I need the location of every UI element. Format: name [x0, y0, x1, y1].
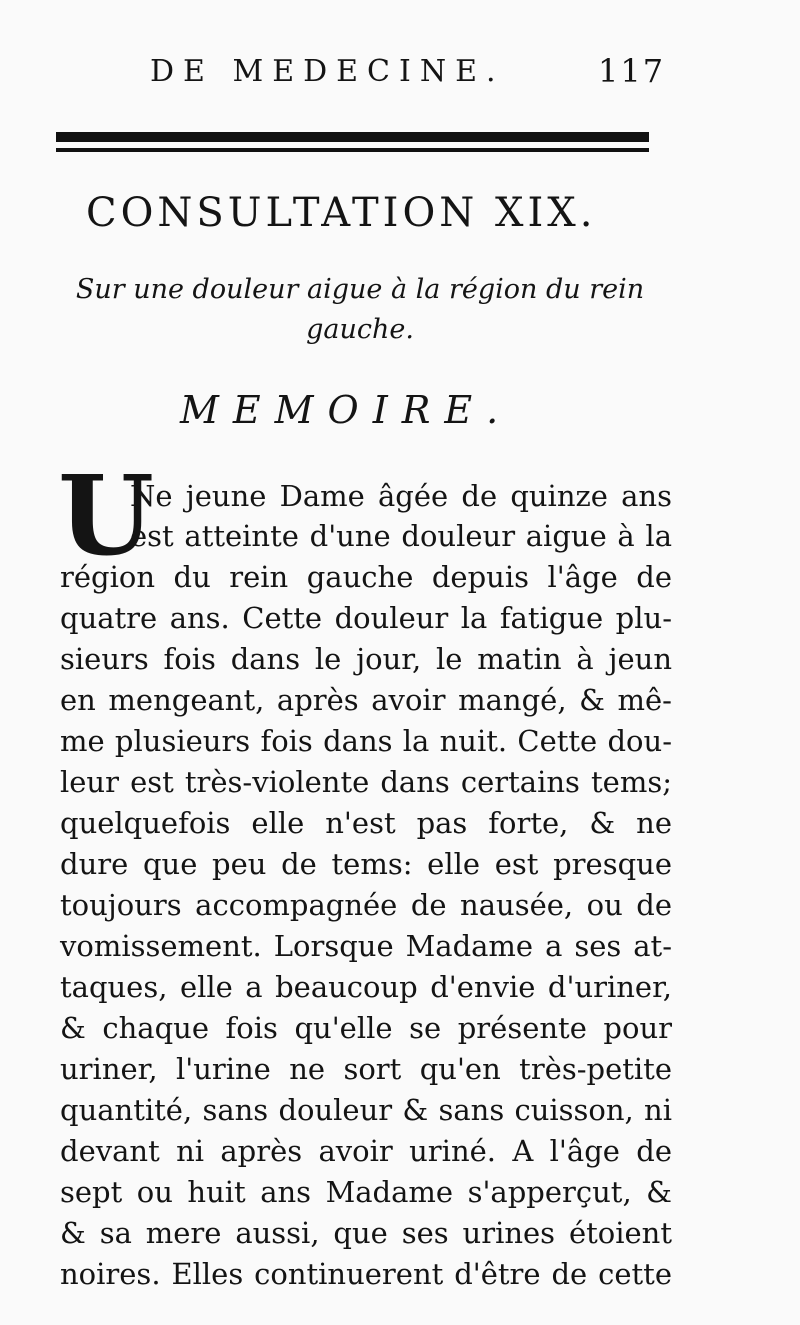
body-line: Ne jeune Dame âgée de quinze ans: [130, 479, 672, 513]
running-head: DE MEDECINE.: [150, 54, 505, 89]
body-line: & sa mere aussi, que ses urines étoient: [60, 1216, 672, 1250]
body-line: devant ni après avoir uriné. A l'âge de: [60, 1134, 672, 1168]
body-line: noires. Elles continuerent d'être de cette: [60, 1257, 672, 1291]
body-line: vomissement. Lorsque Madame a ses at-: [60, 929, 672, 963]
body-line: dure que peu de tems: elle est presque: [60, 847, 672, 881]
header-rule-thin: [56, 148, 649, 152]
body-line: taques, elle a beaucoup d'envie d'uriner,: [60, 970, 672, 1004]
header-rule-thick: [56, 132, 649, 142]
body-line: uriner, l'urine ne sort qu'en très-petite: [60, 1052, 672, 1086]
section-title: CONSULTATION XIX.: [86, 190, 597, 236]
body-line: leur est très-violente dans certains tems;: [60, 765, 672, 799]
body-line: quelquefois elle n'est pas forte, & ne: [60, 806, 672, 840]
body-line: en mengeant, après avoir mangé, & mê-: [60, 683, 672, 717]
body-line: est atteinte d'une douleur aigue à la: [130, 519, 672, 553]
body-line: sieurs fois dans le jour, le matin à jeun: [60, 642, 672, 676]
subtitle: Sur une douleur aigue à la région du rein gauche.: [75, 274, 645, 345]
body-line: toujours accompagnée de nausée, ou de: [60, 888, 672, 922]
body-line: sept ou huit ans Madame s'apperçut, &: [60, 1175, 672, 1209]
body-line: région du rein gauche depuis l'âge de: [60, 560, 672, 594]
body-line: & chaque fois qu'elle se présente pour: [60, 1011, 672, 1045]
body-line: me plusieurs fois dans la nuit. Cette dou-: [60, 724, 672, 758]
body-line: quatre ans. Cette douleur la fatigue plu-: [60, 601, 672, 635]
page-number: 117: [598, 52, 666, 90]
body-line: quantité, sans douleur & sans cuisson, ni: [60, 1093, 672, 1127]
memoire-heading: MEMOIRE.: [180, 388, 513, 432]
drop-cap: U: [58, 451, 154, 580]
